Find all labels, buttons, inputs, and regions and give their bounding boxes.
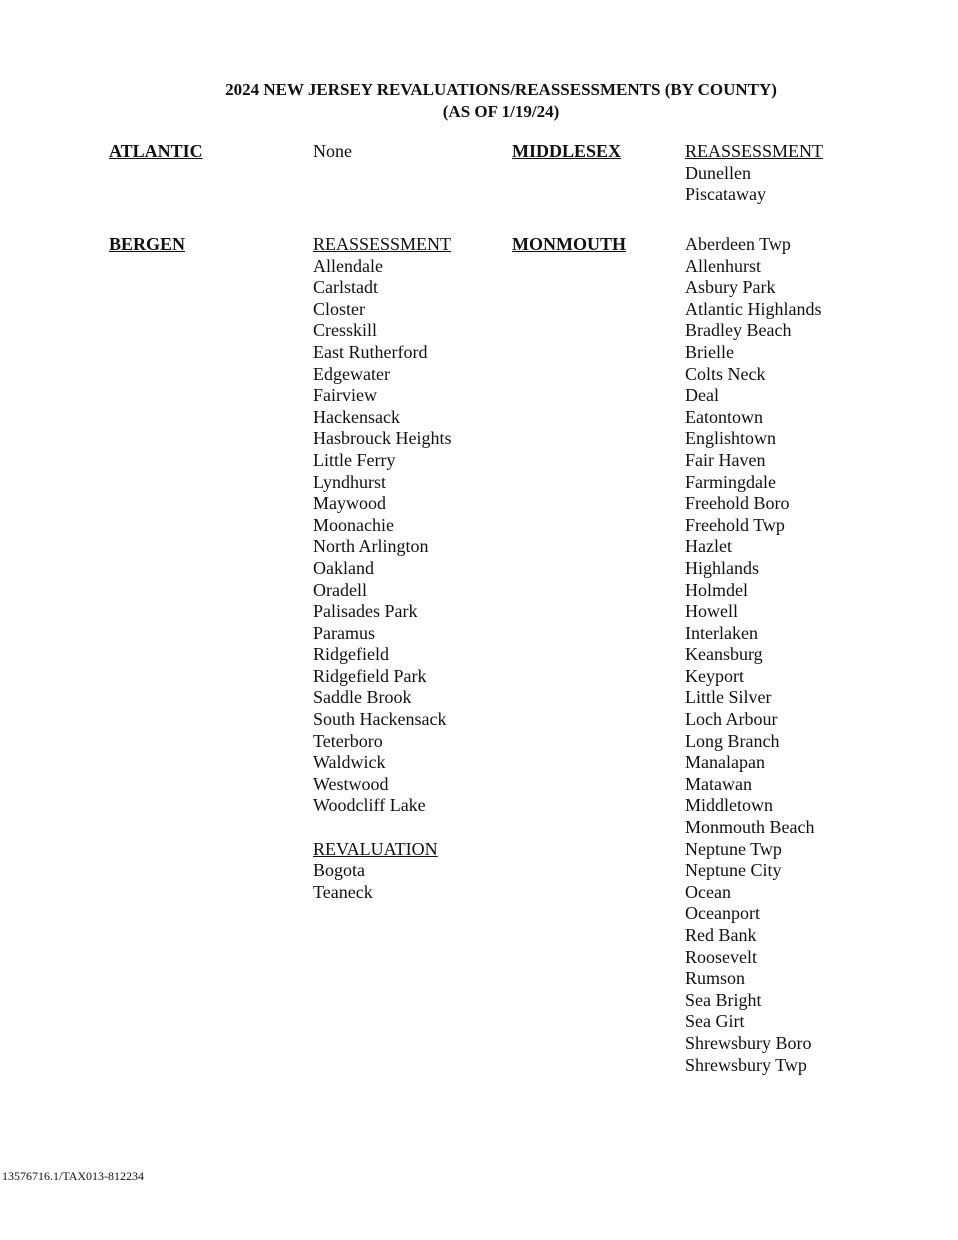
document-id-footer: 13576716.1/TAX013-812234 [2,1169,145,1183]
municipality-item: Manalapan [685,752,765,773]
county-monmouth: MONMOUTH [512,234,626,254]
municipality-item: Freehold Twp [685,514,785,535]
municipality-item: Ridgefield [313,644,389,665]
municipality-item: Cresskill [313,320,378,341]
municipality-item: Howell [685,601,738,622]
municipality-item: Englishtown [685,428,777,449]
municipality-item: Oakland [313,557,374,578]
municipality-item: Asbury Park [685,277,776,298]
municipality-item: Little Ferry [313,449,396,470]
municipality-item: Brielle [685,341,734,362]
municipality-item: Dunellen [685,162,751,183]
county-bergen: BERGEN [109,234,186,254]
document-title: 2024 NEW JERSEY REVALUATIONS/REASSESSMENTS (BY COUNTY) [225,80,777,99]
municipality-item: South Hackensack [313,709,447,730]
municipality-item: Carlstadt [313,277,378,298]
municipality-item: Sea Girt [685,1011,745,1032]
municipality-item: Teterboro [313,730,383,751]
municipality-item: Middletown [685,795,773,816]
municipality-item: Hackensack [313,406,400,427]
municipality-item: Interlaken [685,622,758,643]
municipality-item: Paramus [313,622,375,643]
municipality-item: Moonachie [313,514,394,535]
municipality-item: Little Silver [685,687,772,708]
municipality-item: Piscataway [685,184,766,205]
municipality-item: Colts Neck [685,363,766,384]
municipality-item: Ridgefield Park [313,665,427,686]
municipality-item: Deal [685,385,719,406]
municipality-item: Freehold Boro [685,493,790,514]
municipality-item: East Rutherford [313,341,428,362]
municipality-item: Bogota [313,860,365,881]
municipality-item: Keyport [685,665,744,686]
municipality-item: Roosevelt [685,946,757,967]
municipality-item: Edgewater [313,363,390,384]
municipality-item: North Arlington [313,536,429,557]
municipality-item: Keansburg [685,644,763,665]
middlesex-list [685,141,823,206]
municipality-item: Fairview [313,385,377,406]
monmouth-items [685,234,821,1076]
municipality-item: Red Bank [685,925,757,945]
municipality-item: Hasbrouck Heights [313,428,452,449]
municipality-item: Shrewsbury Boro [685,1032,812,1053]
municipality-item: Allendale [313,255,383,276]
bergen-reassessment-items [313,256,451,817]
municipality-item: Sea Bright [685,989,762,1010]
municipality-item: Westwood [313,773,389,794]
municipality-item: Matawan [685,773,752,794]
county-atlantic: ATLANTIC [109,141,203,161]
municipality-item: Loch Arbour [685,709,778,730]
bergen-list [313,234,451,903]
bergen-revaluation-heading: REVALUATION [313,838,438,859]
municipality-item: Aberdeen Twp [685,234,791,254]
municipality-item: Oradell [313,579,367,600]
municipality-item: Maywood [313,493,386,514]
document-subtitle: (AS OF 1/19/24) [442,102,560,121]
municipality-item: Long Branch [685,730,780,751]
municipality-item: Waldwick [313,752,386,773]
bergen-revaluation-items [313,860,451,903]
monmouth-list [685,234,821,1076]
municipality-item: Hazlet [685,536,732,557]
section-gap [313,817,451,839]
municipality-item: Farmingdale [685,471,776,492]
county-middlesex: MIDDLESEX [512,141,622,161]
municipality-item: Neptune Twp [685,838,782,859]
municipality-item: Palisades Park [313,601,418,622]
bergen-reassessment-heading: REASSESSMENT [313,234,452,254]
municipality-item: Lyndhurst [313,471,387,492]
municipality-item: Saddle Brook [313,687,412,708]
municipality-item: Fair Haven [685,449,766,470]
municipality-item: Neptune City [685,860,782,881]
municipality-item: Atlantic Highlands [685,298,822,319]
municipality-item: Woodcliff Lake [313,795,426,816]
middlesex-reassessment-heading: REASSESSMENT [685,141,824,161]
municipality-item: Highlands [685,557,759,578]
municipality-item: Shrewsbury Twp [685,1054,807,1075]
municipality-item: Rumson [685,968,746,989]
municipality-item: Teaneck [313,881,373,902]
municipality-item: Ocean [685,881,731,902]
atlantic-value: None [313,141,352,161]
middlesex-items [685,163,823,206]
municipality-item: Monmouth Beach [685,817,815,838]
municipality-item: Oceanport [685,903,760,924]
municipality-item: Bradley Beach [685,320,792,341]
municipality-item: Eatontown [685,406,763,427]
municipality-item: Holmdel [685,579,748,600]
municipality-item: Closter [313,298,365,319]
municipality-item: Allenhurst [685,255,761,276]
